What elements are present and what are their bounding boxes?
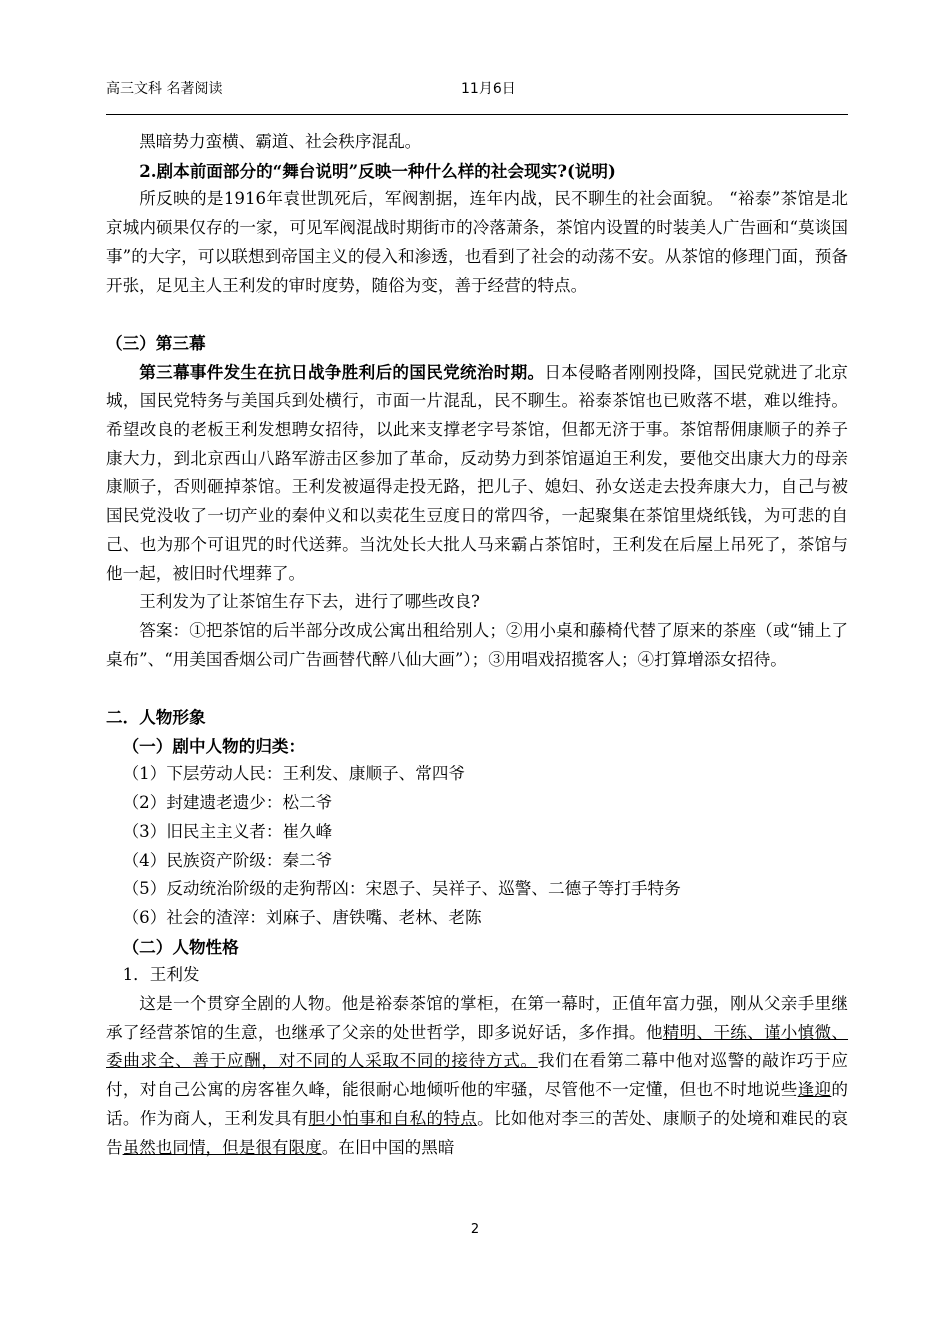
paragraph-text: 。在旧中国的黑暗 (321, 1137, 455, 1157)
blank-line (106, 300, 848, 329)
answer: 答案：①把茶馆的后半部分改成公寓出租给别人；②用小桌和藤椅代替了原来的茶座（或“铺上了桌布”、“用美国香烟公司广告画替代醉八仙大画”）；③用唱戏招揽客人；④打算增添女招待。 (106, 620, 848, 669)
list-item: （3）旧民主主义者：崔久峰 (122, 821, 333, 841)
subheading-wang-lifa: 1．王利发 (122, 965, 200, 985)
section-heading-characters: 二．人物形象 (106, 707, 206, 728)
section-heading-act3: （三）第三幕 (106, 332, 206, 353)
list-item: （4）民族资产阶级：秦二爷 (122, 850, 333, 870)
subheading-personality: （二）人物性格 (122, 936, 239, 957)
paragraph: 黑暗势力蛮横、霸道、社会秩序混乱。 (139, 132, 422, 151)
underlined-text: 虽然也同情，但是很有限度 (122, 1137, 322, 1157)
underlined-text: 逢迎 (797, 1080, 832, 1100)
header-date: 11月6日 (461, 81, 516, 97)
header-title: 高三文科 名著阅读 (106, 81, 223, 97)
subheading-classification: （一）剧中人物的归类： (122, 735, 306, 756)
underlined-text: 精明、干练、谨小慎微、委曲求全、善于应酬，对不同的人采取不同的接待方式。 (106, 1022, 849, 1071)
paragraph-text: 这是一个贯穿全剧的人物。他是裕泰茶馆的掌柜，在第一幕时，正值年富力强，刚从父亲手里继承了经营茶馆的生意，也继承了父亲的处世哲学，即多说好话，多作揖。他 (106, 994, 848, 1042)
page-number: 2 (470, 1222, 480, 1237)
paragraph-text: 我们在看第二幕中他对巡警的敲诈巧于应付，对自己公寓的房客崔久峰，能很耐心地倾听他的牢骚，尽管他不一定懂，但也不时地说些 (106, 1051, 849, 1100)
blank-line (106, 674, 848, 703)
header-rule (106, 114, 848, 115)
paragraph-text: 。比如他对李三的苦处、康顺子的处境和难民的哀告 (106, 1108, 849, 1157)
list-item: （2）封建遗老遗少：松二爷 (122, 793, 333, 813)
list-item: （1）下层劳动人民：王利发、康顺子、常四爷 (122, 764, 466, 784)
paragraph (106, 990, 848, 1162)
list-item: （5）反动统治阶级的走狗帮凶：宋恩子、吴祥子、巡警、二德子等打手特务 (122, 879, 681, 899)
document-body (106, 128, 848, 1162)
question: 王利发为了让茶馆生存下去，进行了哪些改良? (139, 592, 480, 612)
list-item: （6）社会的渣滓：刘麻子、唐铁嘴、老林、老陈 (122, 907, 482, 927)
page-header (106, 78, 848, 102)
question-heading: 2.剧本前面部分的“舞台说明”反映一种什么样的社会现实?(说明) (139, 160, 616, 181)
paragraph (106, 358, 848, 589)
paragraph: 所反映的是1916年袁世凯死后，军阀割据，连年内战，民不聊生的社会面貌。 “裕泰”茶馆是北京城内硕果仅存的一家，可见军阀混战时期街市的冷落萧条，茶馆内设置的时装美人广告画和“莫谈国事”的大字，可以联想到帝国主义的侵入和渗透，也看到了社会的动荡不安。从茶馆的修理门面，预备开张，足见主人王利发的审时度势，随俗为变，善于经营的特点。 (106, 189, 848, 295)
bold-lead: 第三幕事件发生在抗日战争胜利后的国民党统治时期。 (139, 361, 545, 382)
paragraph-text: 日本侵略者刚刚投降，国民党就进了北京城，国民党特务与美国兵到处横行，市面一片混乱，民不聊生。裕泰茶馆也已败落不堪，难以维持。希望改良的老板王利发想聘女招待，以此来支撑老字号茶馆，但都无济于事。茶馆帮佣康顺子的养子康大力，到北京西山八路军游击区参加了革命，反动势力到茶馆逼迫王利发，要他交出康大力的母亲康顺子，否则砸掉茶馆。王利发被逼得走投无路，把儿子、媳妇、孙女送走去投奔康大力，自己与被国民党没收了一切产业的秦仲义和以卖花生豆度日的常四爷，一起聚集在茶馆里烧纸钱，为可悲的自己、也为那个可诅咒的时代送葬。当沈处长大批人马来霸占茶馆时，王利发在后屋上吊死了，茶馆与他一起，被旧时代埋葬了。 (106, 362, 849, 583)
paragraph-text: 的话。作为商人，王利发具有 (106, 1080, 849, 1128)
underlined-text: 胆小怕事和自私的特点 (308, 1108, 478, 1128)
